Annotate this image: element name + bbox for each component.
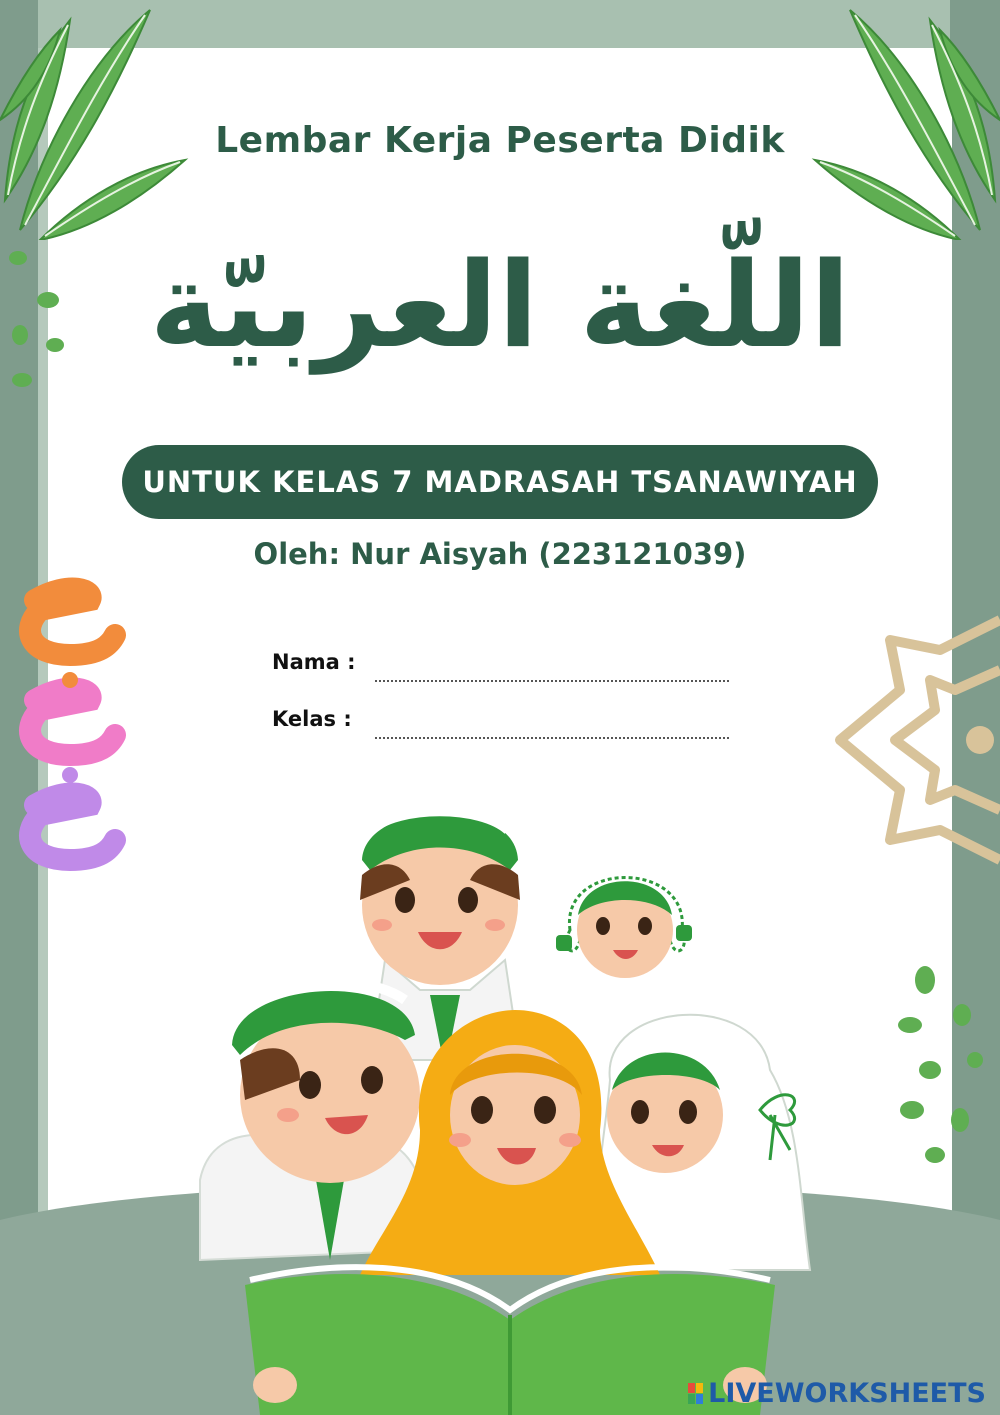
class-banner: UNTUK KELAS 7 MADRASAH TSANAWIYAH [122,445,878,519]
name-label: Nama : [272,650,356,674]
page-title: Lembar Kerja Peserta Didik [215,120,785,161]
liveworksheets-logo [688,1378,986,1409]
girl-small-figure [556,878,692,979]
author-line: Oleh: Nur Aisyah (223121039) [253,537,747,571]
brand-name: LIVEWORKSHEETS [708,1378,986,1409]
brand-mark-icon [688,1383,704,1405]
class-label: Kelas : [272,707,352,731]
arabic-title: اللّغة العربيّة [149,236,851,374]
